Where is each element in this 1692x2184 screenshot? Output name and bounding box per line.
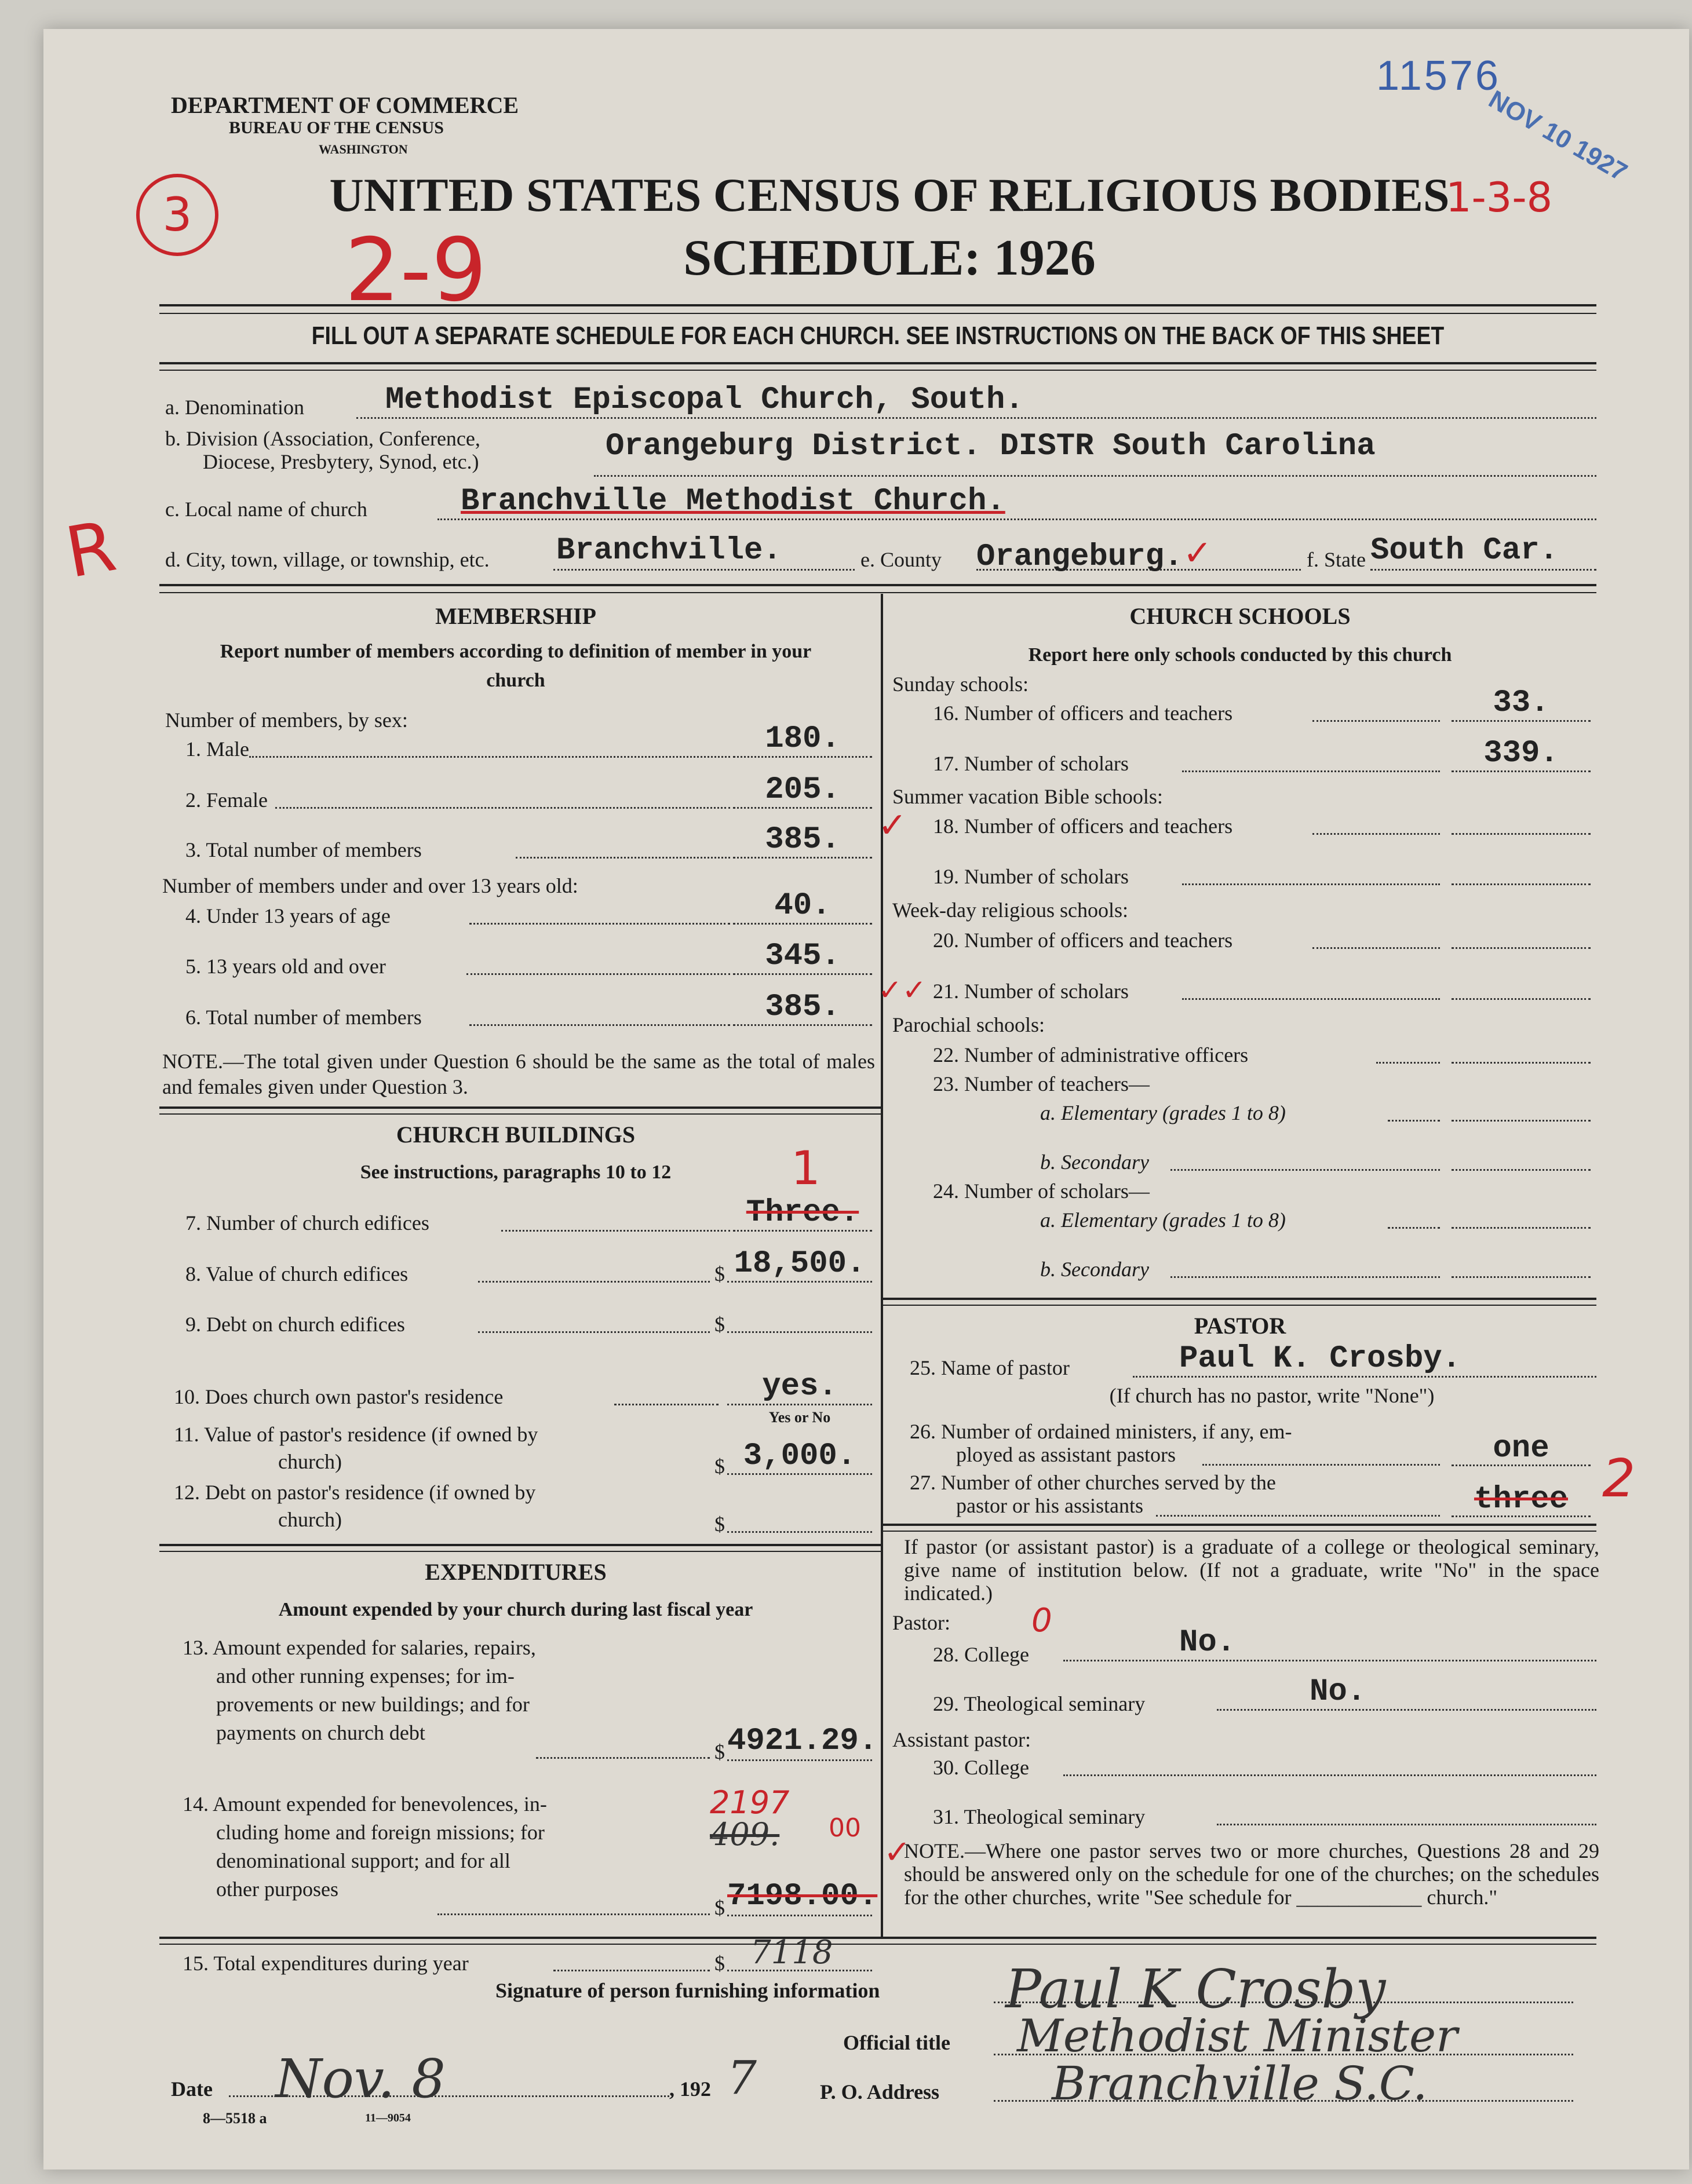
local-name-label: c. Local name of church [165,498,367,521]
q26-label-2: ployed as assistant pastors [956,1443,1176,1466]
q12-label-2: church) [278,1508,342,1531]
q23b-label: b. Secondary [1040,1151,1149,1174]
q9-label: 9. Debt on church edifices [185,1313,405,1336]
q28-label: 28. College [933,1643,1029,1666]
q18-label: 18. Number of officers and teachers [933,815,1233,838]
q14-correction: 2197 [710,1784,790,1821]
q14-label: 14. Amount expended for benevolences, in- cluding home and foreign missions; for denominational support; and for all other purposes [183,1792,547,1901]
q27-value: three [1474,1482,1569,1517]
q25-label: 25. Name of pastor [910,1356,1070,1379]
bureau-city: WASHINGTON [319,142,408,156]
local-name-value: Branchville Methodist Church. [461,484,1005,519]
q15-field[interactable] [727,1934,872,1971]
q2-field[interactable] [733,772,872,809]
expenditures-subtitle: Amount expended by your church during last fiscal year [278,1599,753,1620]
q4-field[interactable] [733,888,872,925]
circled-number-annotation: 3 [136,174,218,256]
graduate-instructions: If pastor (or assistant pastor) is a graduate of a college or theological seminary, give name of institution below. (If not a graduate, write "No" in the space indicated.) [904,1535,1599,1605]
q25-note: (If church has no pastor, write "None") [1109,1384,1435,1407]
state-value: South Car. [1370,533,1559,568]
yes-no-hint: Yes or No [768,1409,831,1426]
date-field[interactable] [229,2048,669,2110]
signature-value: Paul K Crosby [1005,1958,1386,2020]
by-sex-label: Number of members, by sex: [165,708,408,732]
q21-label: 21. Number of scholars [933,980,1129,1003]
q23a-field[interactable] [1452,1085,1591,1122]
q8-value: 18,500. [734,1246,866,1281]
q13-value: 4921.29. [727,1723,878,1759]
city-value: Branchville. [556,533,782,568]
q2-value: 205. [765,772,840,808]
official-title-label: Official title [843,2031,950,2054]
city-label: d. City, town, village, or township, etc. [165,548,490,571]
q3-value: 385. [765,822,840,857]
q27-field[interactable] [1452,1482,1591,1517]
q29-label: 29. Theological seminary [933,1692,1146,1715]
q23b-field[interactable] [1452,1134,1591,1171]
official-title-field[interactable] [994,2010,1573,2062]
buildings-title: CHURCH BUILDINGS [396,1122,636,1148]
sunday-schools-label: Sunday schools: [892,673,1029,696]
buildings-subtitle: See instructions, paragraphs 10 to 12 [360,1162,672,1183]
q11-value: 3,000. [743,1438,856,1474]
division-value: Orangeburg District. DISTR South Carolina [606,429,1376,464]
state-label: f. State [1307,548,1366,571]
q16-label: 16. Number of officers and teachers [933,702,1233,725]
q25-field[interactable] [1133,1341,1596,1378]
code-annotation: 2-9 [345,220,487,321]
q26-label-1: 26. Number of ordained ministers, if any, em- [910,1420,1292,1443]
department-name: DEPARTMENT OF COMMERCE [171,92,519,118]
q13-label: 13. Amount expended for salaries, repairs, and other running expenses; for im- provements or new buildings; and for payments on church debt [183,1636,536,1744]
q10-field[interactable] [727,1369,872,1405]
signature-label: Signature of person furnishing information [495,1979,880,2002]
edifice-annotation: 1 [791,1141,821,1195]
q12-dollar: $ [714,1513,725,1536]
q7-label: 7. Number of church edifices [185,1211,429,1235]
q10-value: yes. [762,1369,837,1404]
q27-correction: 2 [1602,1448,1636,1509]
local-name-field[interactable] [437,484,1596,520]
q13-field[interactable] [727,1723,878,1761]
q5-label: 5. 13 years old and over [185,955,386,978]
separate-schedule-instruction: FILL OUT A SEPARATE SCHEDULE FOR EACH CHURCH. SEE INSTRUCTIONS ON THE BACK OF THIS SHEET [311,322,1445,350]
note-check: ✓ [884,1834,911,1871]
q24a-label: a. Elementary (grades 1 to 8) [1040,1208,1286,1232]
denomination-field[interactable] [356,382,1596,419]
q29-field[interactable] [1217,1674,1596,1711]
q24-label: 24. Number of scholars— [933,1179,1150,1203]
po-address-value: Branchville S.C. [1052,2057,1428,2110]
q14-old-value: 409. [710,1816,780,1853]
year-digit: 7 [727,2051,757,2105]
schools-title: CHURCH SCHOOLS [1129,603,1351,629]
q4-label: 4. Under 13 years of age [185,904,391,927]
q31-label: 31. Theological seminary [933,1805,1146,1828]
pastor-subhead: Pastor: [892,1611,951,1634]
q6-value: 385. [765,989,840,1025]
q15-label: 15. Total expenditures during year [183,1952,469,1975]
q1-field[interactable] [733,721,872,758]
q17-value: 339. [1483,736,1559,771]
q9-field[interactable] [727,1296,872,1333]
q23a-label: a. Elementary (grades 1 to 8) [1040,1101,1286,1124]
weekday-schools-label: Week-day religious schools: [892,899,1129,922]
q22-label: 22. Number of administrative officers [933,1043,1249,1067]
county-check: ✓ [1183,533,1212,574]
q3-field[interactable] [733,822,872,859]
q14-field[interactable] [727,1879,878,1916]
form-title: UNITED STATES CENSUS OF RELIGIOUS BODIES [329,169,1450,221]
q24b-field[interactable] [1452,1241,1591,1278]
q16-value: 33. [1493,685,1549,721]
q11-field[interactable] [727,1438,872,1475]
q11-label-2: church) [278,1450,342,1473]
q14-cents: 00 [829,1813,861,1843]
denomination-label: a. Denomination [165,396,304,419]
division-label-2: Diocese, Presbytery, Synod, etc.) [203,450,479,473]
q21-check: ✓✓ [878,973,927,1007]
denomination-value: Methodist Episcopal Church, South. [385,382,1024,418]
q19-field[interactable] [1452,849,1591,885]
q28-field[interactable] [1063,1625,1596,1661]
census-schedule-sheet [43,29,1689,2170]
q8-field[interactable] [727,1246,872,1283]
top-right-annotation: 1-3-8 [1446,174,1553,221]
q26-field[interactable] [1452,1431,1591,1466]
signature-field[interactable] [994,1958,1573,2020]
q24b-label: b. Secondary [1040,1258,1149,1281]
state-field[interactable] [1370,533,1596,571]
q28-value: No. [1179,1625,1236,1660]
q9-dollar: $ [714,1313,725,1336]
bureau-name: BUREAU OF THE CENSUS [229,118,444,137]
assistant-pastor-subhead: Assistant pastor: [892,1728,1031,1751]
county-field[interactable] [976,533,1301,575]
received-date-stamp: NOV 10 1927 [1483,85,1632,187]
q21-field[interactable] [1452,963,1591,1000]
po-address-label: P. O. Address [820,2080,940,2103]
q7-field[interactable] [733,1195,872,1232]
q31-field[interactable] [1217,1792,1596,1825]
q17-label: 17. Number of scholars [933,752,1129,775]
date-value: Nov. 8 [275,2048,446,2110]
membership-subtitle: Report number of members according to definition of member in your church [220,641,812,691]
q27-label-1: 27. Number of other churches served by the [910,1471,1276,1494]
q13-dollar: $ [714,1740,725,1763]
q27-label-2: pastor or his assistants [956,1494,1143,1517]
q29-value: No. [1310,1674,1366,1710]
q5-value: 345. [765,938,840,974]
date-label: Date [171,2077,213,2101]
q8-dollar: $ [714,1262,725,1285]
q1-value: 180. [765,721,840,757]
q12-field[interactable] [727,1496,872,1533]
county-label: e. County [860,548,942,571]
schedule-year: SCHEDULE: 1926 [683,230,1096,286]
q18-field[interactable] [1452,798,1591,835]
q14-dollar: $ [714,1896,725,1919]
membership-title: MEMBERSHIP [435,603,596,629]
year-prefix: , 192 [669,2077,711,2101]
q15-value: 7118 [750,1934,833,1971]
print-number: 11—9054 [365,2112,411,2124]
schools-subtitle: Report here only schools conducted by this church [1028,644,1452,666]
q14-struck-value: 7198.00. [727,1879,878,1914]
q18-check: ✓ [878,805,907,846]
q30-field[interactable] [1063,1743,1596,1776]
q23-label: 23. Number of teachers— [933,1072,1150,1095]
q17-field[interactable] [1452,736,1591,772]
q3-label: 3. Total number of members [185,838,422,861]
form-number: 8—5518 a [203,2110,267,2127]
q6-field[interactable] [733,989,872,1026]
q1-label: 1. Male [185,737,249,761]
q11-label-1: 11. Value of pastor's residence (if owned by [174,1423,538,1446]
r-annotation: R [60,506,122,594]
official-title-value: Methodist Minister [1017,2010,1458,2062]
q26-value: one [1493,1431,1549,1466]
division-label-1: b. Division (Association, Conference, [165,427,480,450]
parochial-schools-label: Parochial schools: [892,1013,1045,1036]
q22-field[interactable] [1452,1027,1591,1064]
summer-schools-label: Summer vacation Bible schools: [892,785,1163,808]
q4-value: 40. [774,888,831,923]
division-field[interactable] [594,429,1596,477]
pastor-note: NOTE.—Where one pastor serves two or more churches, Questions 28 and 29 should be answered only on the schedule for one of the churches; on the schedules for the other churches, write "See schedule for ____________ church." [904,1839,1599,1909]
po-address-field[interactable] [994,2057,1573,2110]
q7-value: Three. [746,1195,859,1230]
expenditures-title: EXPENDITURES [425,1559,607,1585]
q30-label: 30. College [933,1756,1029,1779]
q10-label: 10. Does church own pastor's residence [174,1385,504,1408]
q20-label: 20. Number of officers and teachers [933,929,1233,952]
county-value: Orangeburg. [976,539,1183,575]
q6-label: 6. Total number of members [185,1006,422,1029]
by-age-label: Number of members under and over 13 years old: [162,874,578,897]
city-field[interactable] [553,533,855,571]
q2-label: 2. Female [185,788,268,812]
q15-dollar: $ [714,1952,725,1975]
q16-field[interactable] [1452,685,1591,722]
q24a-field[interactable] [1452,1192,1591,1229]
q8-label: 8. Value of church edifices [185,1262,409,1285]
q11-dollar: $ [714,1455,725,1478]
stamp-number: 11576 [1376,53,1501,99]
q25-value: Paul K. Crosby. [1179,1341,1461,1376]
membership-note: NOTE.—The total given under Question 6 should be the same as the total of males and females given under Question 3. [162,1050,875,1098]
pastor-zero-mark: 0 [1031,1602,1052,1639]
q5-field[interactable] [733,938,872,975]
q12-label-1: 12. Debt on pastor's residence (if owned by [174,1481,536,1504]
pastor-title: PASTOR [1194,1313,1286,1339]
q19-label: 19. Number of scholars [933,865,1129,888]
q20-field[interactable] [1452,912,1591,949]
